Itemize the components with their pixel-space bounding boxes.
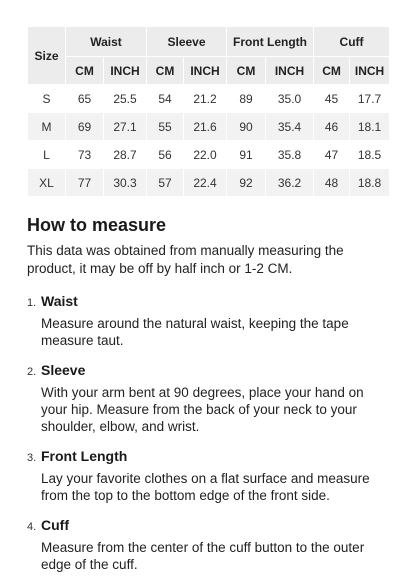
step-number: 4. — [27, 521, 37, 533]
table-row — [28, 141, 390, 169]
size-column-header: Size — [28, 27, 66, 85]
list-item — [27, 361, 392, 435]
step-title: Cuff — [41, 517, 69, 533]
group-header-waist: Waist — [66, 27, 147, 57]
group-header-cuff: Cuff — [314, 27, 390, 57]
table-cell: 25.5 — [104, 85, 147, 113]
table-cell: 36.2 — [266, 169, 314, 197]
unit-header: INCH — [104, 57, 147, 85]
list-item — [27, 516, 392, 573]
size-cell: S — [28, 85, 66, 113]
table-row — [28, 169, 390, 197]
table-cell: 90 — [227, 113, 266, 141]
size-cell: M — [28, 113, 66, 141]
table-cell: 35.0 — [266, 85, 314, 113]
table-cell: 45 — [314, 85, 350, 113]
table-cell: 28.7 — [104, 141, 147, 169]
table-cell: 73 — [66, 141, 104, 169]
guide-title: How to measure — [27, 215, 167, 235]
group-header-sleeve: Sleeve — [147, 27, 227, 57]
table-cell: 54 — [147, 85, 184, 113]
table-cell: 46 — [314, 113, 350, 141]
table-cell: 22.4 — [184, 169, 227, 197]
step-description: With your arm bent at 90 degrees, place your hand on your hip. Measure from the back of your neck to your shoulder, elbow, and wrist. — [41, 385, 364, 434]
step-number: 3. — [27, 452, 37, 464]
step-number: 1. — [27, 297, 37, 309]
table-cell: 69 — [66, 113, 104, 141]
table-cell: 35.8 — [266, 141, 314, 169]
step-title: Waist — [41, 293, 78, 309]
unit-header: INCH — [184, 57, 227, 85]
table-cell: 47 — [314, 141, 350, 169]
table-cell: 56 — [147, 141, 184, 169]
step-description: Lay your favorite clothes on a flat surface and measure from the top to the bottom edge of the front side. — [41, 471, 370, 503]
table-cell: 17.7 — [350, 85, 390, 113]
table-row — [28, 113, 390, 141]
unit-header: CM — [147, 57, 184, 85]
unit-header: CM — [227, 57, 266, 85]
table-cell: 92 — [227, 169, 266, 197]
size-cell: L — [28, 141, 66, 169]
table-cell: 89 — [227, 85, 266, 113]
step-description: Measure from the center of the cuff button to the outer edge of the cuff. — [41, 540, 365, 572]
unit-header: INCH — [350, 57, 390, 85]
measure-steps — [27, 292, 392, 573]
table-cell: 55 — [147, 113, 184, 141]
table-row — [28, 85, 390, 113]
table-cell: 18.8 — [350, 169, 390, 197]
table-cell: 18.1 — [350, 113, 390, 141]
table-cell: 91 — [227, 141, 266, 169]
group-header-front-length: Front Length — [227, 27, 314, 57]
unit-header: CM — [66, 57, 104, 85]
table-cell: 21.6 — [184, 113, 227, 141]
step-title: Sleeve — [41, 362, 86, 378]
step-number: 2. — [27, 366, 37, 378]
table-cell: 21.2 — [184, 85, 227, 113]
list-item — [27, 447, 392, 504]
unit-header: CM — [314, 57, 350, 85]
table-cell: 77 — [66, 169, 104, 197]
table-cell: 48 — [314, 169, 350, 197]
step-title: Front Length — [41, 448, 128, 464]
measure-guide — [27, 214, 392, 585]
table-cell: 18.5 — [350, 141, 390, 169]
size-cell: XL — [28, 169, 66, 197]
list-item — [27, 292, 392, 349]
size-chart-table — [27, 26, 390, 197]
table-cell: 22.0 — [184, 141, 227, 169]
table-cell: 65 — [66, 85, 104, 113]
table-cell: 57 — [147, 169, 184, 197]
table-cell: 35.4 — [266, 113, 314, 141]
guide-intro: This data was obtained from manually measuring the product, it may be off by half inch or 1-2 CM. — [27, 243, 344, 276]
unit-header: INCH — [266, 57, 314, 85]
table-cell: 27.1 — [104, 113, 147, 141]
step-description: Measure around the natural waist, keeping the tape measure taut. — [41, 316, 349, 348]
table-cell: 30.3 — [104, 169, 147, 197]
